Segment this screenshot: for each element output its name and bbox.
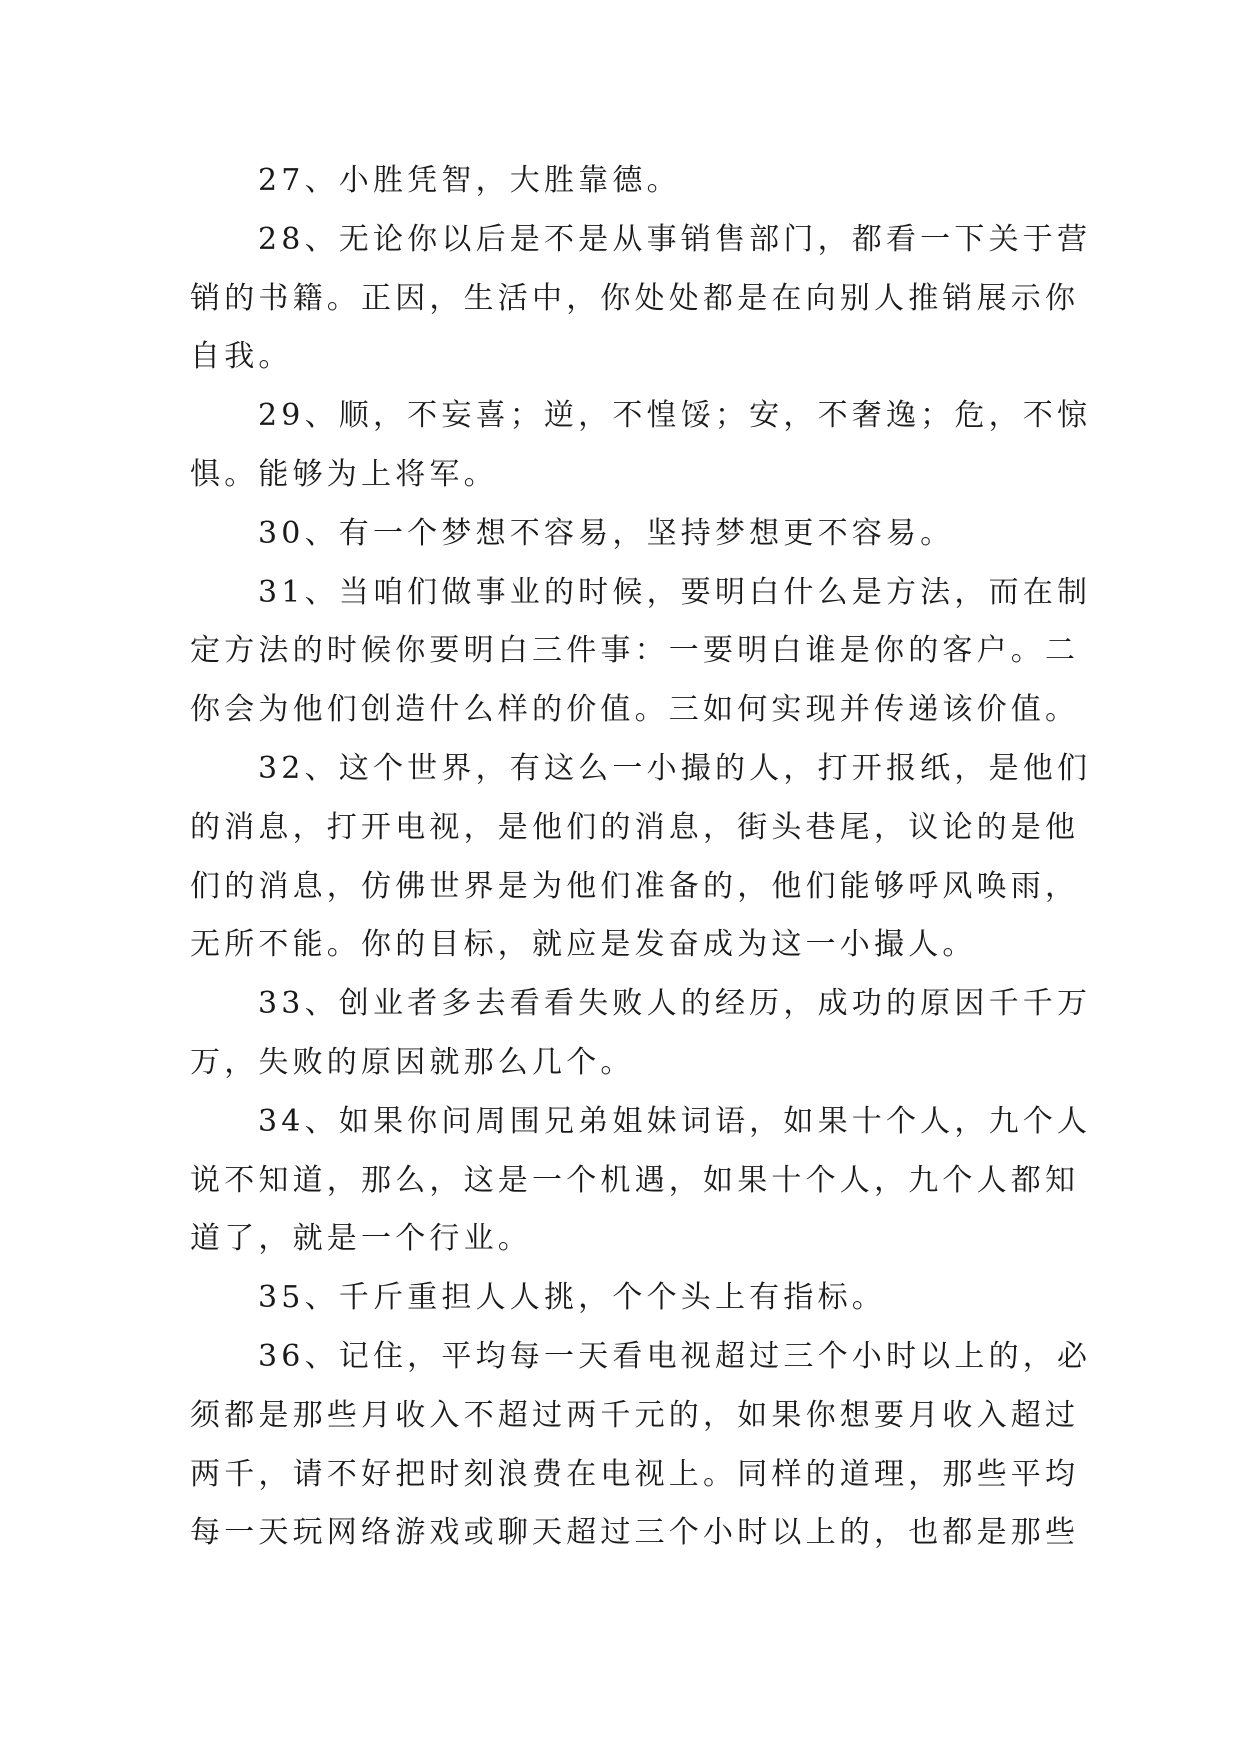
paragraph-line: 说不知道，那么，这是一个机遇，如果十个人，九个人都知 <box>190 1162 1080 1198</box>
paragraph-line: 30、有一个梦想不容易，坚持梦想更不容易。 <box>258 515 955 551</box>
paragraph-33 <box>190 975 1092 1093</box>
paragraph-line: 两千，请不好把时刻浪费在电视上。同样的道理，那些平均 <box>190 1456 1080 1492</box>
paragraph-line: 34、如果你问周围兄弟姐妹词语，如果十个人，九个人 <box>258 1103 1092 1139</box>
paragraph-line: 的消息，打开电视，是他们的消息，街头巷尾，议论的是他 <box>190 809 1080 845</box>
paragraph-line: 惧。能够为上将军。 <box>190 456 498 492</box>
paragraph-29 <box>190 387 1092 505</box>
paragraph-36 <box>190 1328 1092 1563</box>
paragraph-line: 道了，就是一个行业。 <box>190 1221 532 1257</box>
paragraph-line: 万，失败的原因就那么几个。 <box>190 1044 635 1080</box>
paragraph-35 <box>190 1269 1056 1328</box>
paragraph-line: 27、小胜凭智，大胜靠德。 <box>258 163 681 198</box>
paragraph-line: 自我。 <box>190 339 293 375</box>
paragraph-line: 销的书籍。正因，生活中，你处处都是在向别人推销展示你 <box>190 280 1080 316</box>
paragraph-30 <box>190 505 1056 564</box>
paragraph-line: 28、无论你以后是不是从事销售部门，都看一下关于营 <box>258 221 1092 257</box>
paragraph-line: 们的消息，仿佛世界是为他们准备的，他们能够呼风唤雨， <box>190 868 1080 904</box>
paragraph-line: 32、这个世界，有这么一小撮的人，打开报纸，是他们 <box>258 750 1092 786</box>
paragraph-line: 33、创业者多去看看失败人的经历，成功的原因千千万 <box>258 986 1092 1022</box>
paragraph-27 <box>190 152 1056 211</box>
paragraph-32 <box>190 740 1092 975</box>
paragraph-line: 35、千斤重担人人挑，个个头上有指标。 <box>258 1280 886 1316</box>
paragraph-line: 31、当咱们做事业的时候，要明白什么是方法，而在制 <box>258 574 1092 610</box>
paragraph-line: 36、记住，平均每一天看电视超过三个小时以上的，必 <box>258 1338 1092 1374</box>
paragraph-line: 须都是那些月收入不超过两千元的，如果你想要月收入超过 <box>190 1397 1080 1433</box>
paragraph-31 <box>190 564 1092 740</box>
document-body <box>190 152 1092 1563</box>
paragraph-line: 每一天玩网络游戏或聊天超过三个小时以上的，也都是那些 <box>190 1515 1080 1551</box>
paragraph-34 <box>190 1093 1092 1269</box>
paragraph-line: 29、顺，不妄喜；逆，不惶馁；安，不奢逸；危，不惊 <box>258 398 1092 434</box>
paragraph-line: 定方法的时候你要明白三件事：一要明白谁是你的客户。二 <box>190 633 1080 669</box>
paragraph-line: 无所不能。你的目标，就应是发奋成为这一小撮人。 <box>190 927 977 963</box>
paragraph-line: 你会为他们创造什么样的价值。三如何实现并传递该价值。 <box>190 692 1080 728</box>
paragraph-28 <box>190 211 1092 387</box>
